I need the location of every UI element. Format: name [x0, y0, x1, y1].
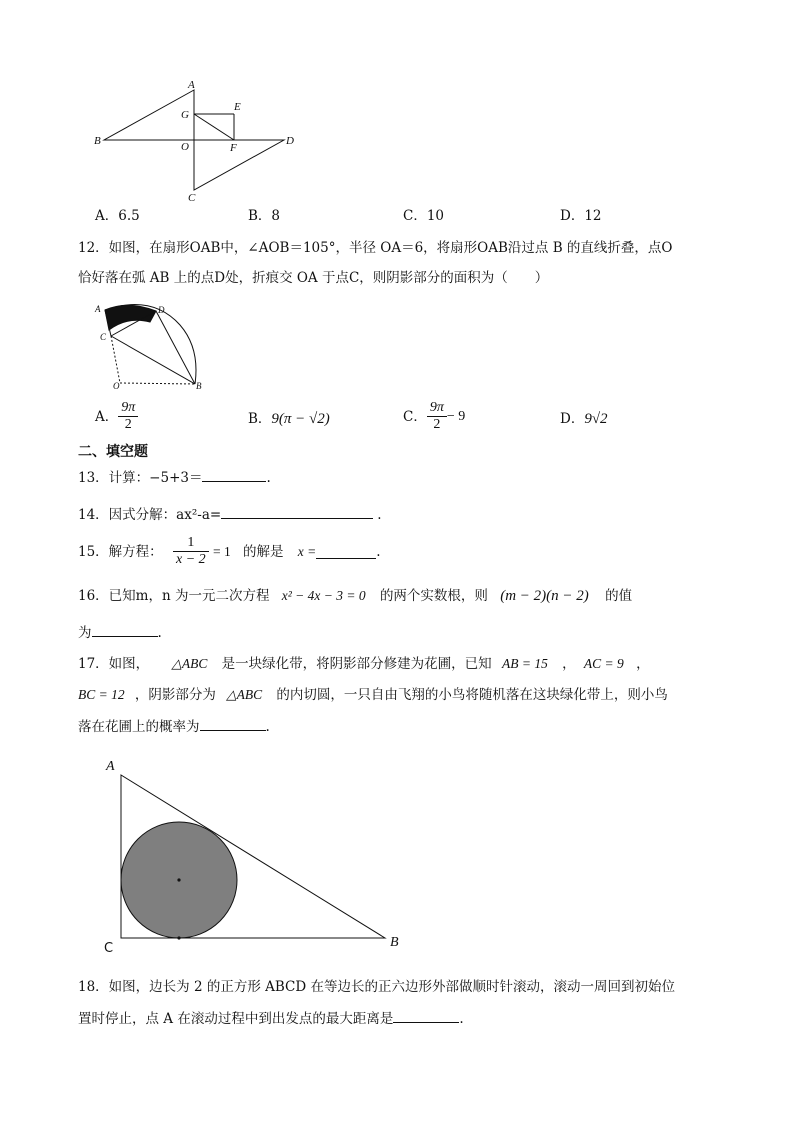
- label-a: A: [188, 79, 195, 91]
- q12-option-c: [403, 400, 465, 433]
- q12-option-d-label: D．: [560, 411, 585, 427]
- q12-option-c-tail: − 9: [446, 408, 466, 424]
- label-o: O: [113, 381, 120, 391]
- q15-numerator: 1: [173, 535, 209, 552]
- q16-answer-blank[interactable]: [92, 622, 158, 637]
- q13-answer-blank[interactable]: [202, 467, 266, 482]
- q15-denominator: x − 2: [175, 552, 206, 567]
- q16-suffix: 的值: [605, 588, 633, 604]
- q17-answer-blank[interactable]: [200, 716, 266, 731]
- q12-option-d: [560, 409, 608, 429]
- label-b: B: [196, 381, 202, 391]
- label-g: G: [181, 109, 189, 121]
- q12-option-a: [95, 400, 138, 433]
- q14-tail: .: [377, 507, 382, 523]
- shaded-region: [105, 305, 156, 330]
- q18-line2-text: 置时停止，点 A 在滚动过程中到出发点的最大距离是: [78, 1011, 394, 1027]
- q15-fraction: [173, 535, 209, 568]
- q13: [78, 467, 271, 488]
- q17-line-2: [78, 685, 668, 705]
- sector-figure: [92, 300, 212, 392]
- q12-option-c-fraction: [427, 400, 447, 433]
- triangle-incircle-figure: [100, 752, 410, 954]
- q12-a-numerator: 9π: [118, 400, 138, 417]
- label-a: A: [106, 759, 115, 774]
- q12-c-numerator: 9π: [427, 400, 447, 417]
- incircle-center: [177, 878, 180, 881]
- q17-line-3: [78, 716, 270, 737]
- label-a: A: [95, 304, 101, 314]
- q16-prefix: 16．已知m，n 为一元二次方程: [78, 588, 270, 604]
- segment-gf: [194, 114, 234, 140]
- q16-equation: x² − 4x − 3 = 0: [281, 588, 366, 603]
- q17-line-1: [78, 654, 650, 674]
- q17-triangle: △ABC: [171, 656, 208, 671]
- q17-prefix: 17．如图，: [78, 656, 150, 672]
- q17-ac: AC = 9: [583, 656, 624, 671]
- q12-c-denominator: 2: [433, 417, 441, 432]
- q18-line-1: 18．如图，边长为 2 的正方形 ABCD 在等边长的正六边形外部做顺时针滚动，滚动一周回到初始位: [78, 979, 676, 995]
- q17-mid-2: ，阴影部分为: [134, 687, 216, 703]
- rhombus-figure: [92, 78, 302, 202]
- label-o: O: [181, 141, 189, 153]
- q16-tail: .: [157, 625, 162, 641]
- q12-option-b: [248, 409, 330, 429]
- q13-tail: .: [266, 470, 271, 486]
- q15-answer-blank[interactable]: [316, 544, 376, 559]
- q16-line2-text: 为: [78, 625, 92, 641]
- q11-option-b: B．8: [248, 208, 281, 224]
- segment-co-dashed: [111, 336, 120, 383]
- q12-option-d-expr: 9√2: [584, 411, 608, 427]
- label-c: C: [100, 332, 107, 342]
- q16-line-1: [78, 586, 632, 606]
- q12-option-b-label: B．: [248, 411, 272, 427]
- q17-comma-1: ，: [562, 656, 576, 672]
- q17-mid: 是一块绿化带，将阴影部分修建为花圃，已知: [221, 656, 492, 672]
- q15-var: x =: [297, 543, 317, 559]
- label-c: C: [104, 941, 114, 954]
- q12-option-b-expr: 9(π − √2): [271, 411, 330, 427]
- q17-line3-text: 落在花圃上的概率为: [78, 719, 200, 735]
- q15: [78, 535, 381, 575]
- q16-line-2: [78, 622, 162, 643]
- label-d: D: [158, 305, 165, 315]
- q11-option-d: D．12: [560, 208, 602, 224]
- q14-answer-blank[interactable]: [221, 504, 373, 519]
- label-e: E: [234, 101, 241, 113]
- q17-tail: .: [265, 719, 270, 735]
- q12-option-c-label: C．: [403, 408, 427, 425]
- q12-line-2: 恰好落在弧 AB 上的点D处，折痕交 OA 于点C，则阴影部分的面积为（ ）: [78, 270, 549, 286]
- q16-mid: 的两个实数根，则: [379, 588, 488, 604]
- q11-option-c: C．10: [403, 208, 445, 224]
- section-title: 二、填空题: [78, 444, 148, 460]
- q15-prefix: 15．解方程：: [78, 543, 163, 560]
- q15-tail: .: [376, 543, 381, 560]
- q16-expr: (m − 2)(n − 2): [500, 588, 589, 604]
- label-b: B: [94, 135, 101, 147]
- q17-triangle-2: △ABC: [226, 687, 263, 702]
- q17-bc: BC = 12: [78, 687, 125, 702]
- q17-suffix: 的内切圆，一只自由飞翔的小鸟将随机落在这块绿化带上，则小鸟: [276, 687, 668, 703]
- label-b: B: [390, 935, 399, 950]
- label-c: C: [188, 192, 196, 202]
- q14-text: 14．因式分解：ax²-a=: [78, 507, 222, 523]
- q13-text: 13．计算：−5+3＝: [78, 470, 203, 486]
- segment-ob-dashed: [120, 383, 195, 384]
- q18-answer-blank[interactable]: [393, 1008, 459, 1023]
- label-d: D: [286, 135, 294, 147]
- q15-eq: = 1: [212, 543, 231, 559]
- q12-a-denominator: 2: [124, 417, 132, 432]
- q12-line-1: 12．如图，在扇形OAB中，∠AOB＝105°，半径 OA＝6，将扇形OAB沿过点 B 的直线折叠，点O: [78, 240, 673, 256]
- q14: [78, 504, 381, 525]
- q18-tail: .: [459, 1011, 464, 1027]
- tangent-point: [177, 936, 180, 939]
- q15-mid: 的解是: [243, 543, 284, 560]
- q12-option-a-label: A．: [95, 408, 119, 425]
- q18-line-2: [78, 1008, 464, 1029]
- label-f: F: [230, 142, 237, 154]
- q17-ab: AB = 15: [501, 656, 548, 671]
- q17-comma-2: ，: [636, 656, 650, 672]
- q11-option-a: A．6.5: [95, 208, 140, 224]
- q12-option-a-fraction: [118, 400, 138, 433]
